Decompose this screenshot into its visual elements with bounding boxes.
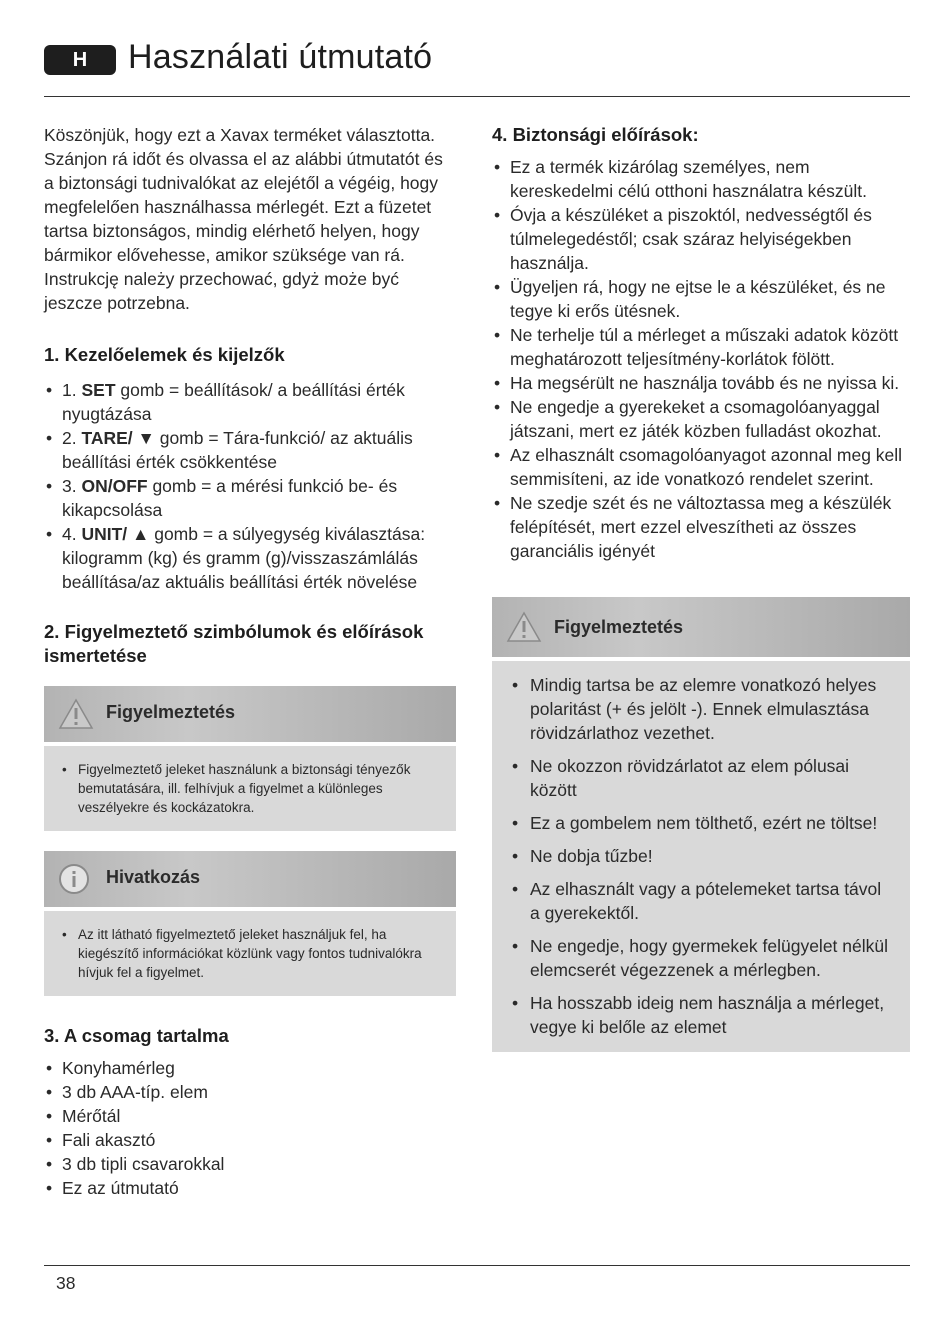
battery-warning-list [506, 673, 894, 1039]
list-item: • Ne dobja tűzbe! [506, 844, 894, 868]
battery-warning-body [492, 661, 910, 1052]
list-item: • Az itt látható figyelmeztető jeleket használjuk fel, ha kiegészítő információkat közlünk vagy fontos tudnivalókra hívjuk fel a figyelmet. [58, 925, 440, 982]
section-2-heading: 2. Figyelmeztető szimbólumok és előírások ismertetése [44, 621, 424, 666]
list-item: • Ez a termék kizárólag személyes, nem kereskedelmi célú otthoni használatra készült. [492, 155, 910, 203]
list-item: • 3. ON/OFF gomb = a mérési funkció be- és kikapcsolása [44, 474, 456, 522]
warning-title: Figyelmeztetés [106, 702, 236, 722]
list-item: • Ne engedje, hogy gyermekek felügyelet nélkül elemcserét végezzenek a mérlegben. [506, 934, 894, 982]
controls-list [44, 378, 456, 594]
right-column [492, 123, 910, 1052]
list-item: • Ne okozzon rövidzárlatot az elem pólusai között [506, 754, 894, 802]
list-item: • Ez az útmutató [44, 1176, 456, 1200]
reference-box [44, 851, 456, 996]
battery-warning-title: Figyelmeztetés [554, 617, 684, 637]
battery-warning-header [492, 597, 910, 657]
page-title: Használati útmutató [128, 38, 433, 76]
list-item: • 1. SET gomb = beállítások/ a beállítási érték nyugtázása [44, 378, 456, 426]
list-item: • Az elhasznált vagy a pótelemeket tartsa távol a gyerekektől. [506, 877, 894, 925]
section-3-heading: 3. A csomag tartalma [44, 1025, 229, 1046]
list-item: • Ez a gombelem nem tölthető, ezért ne töltse! [506, 811, 894, 835]
section-1-heading: 1. Kezelőelemek és kijelzők [44, 344, 285, 365]
list-item: • 3 db tipli csavarokkal [44, 1152, 456, 1176]
warning-box-header [44, 686, 456, 742]
list-item: • Mérőtál [44, 1104, 456, 1128]
left-column [44, 123, 456, 1200]
list-item: • Fali akasztó [44, 1128, 456, 1152]
list-item: • Ügyeljen rá, hogy ne ejtse le a készüléket, és ne tegye ki erős ütésnek. [492, 275, 910, 323]
list-item: • Ha megsérült ne használja tovább és ne nyissa ki. [492, 371, 910, 395]
reference-title: Hivatkozás [106, 867, 201, 887]
list-item: • 4. UNIT/ ▲ gomb = a súlyegység kiválasztása: kilogramm (kg) és gramm (g)/visszaszámlálás beállítása/az aktuális beállítási érték növelése [44, 522, 456, 594]
list-item: • Az elhasznált csomagolóanyagot azonnal meg kell semmisíteni, az ide vonatkozó rendelet szerint. [492, 443, 910, 491]
warning-list [58, 760, 440, 817]
warning-box [44, 686, 456, 831]
warning-triangle-icon [58, 698, 94, 730]
list-item: • Óvja a készüléket a piszoktól, nedvességtől és túlmelegedéstől; csak száraz helyiségekben használja. [492, 203, 910, 275]
warning-box-body [44, 746, 456, 831]
list-item: • Ne engedje a gyerekeket a csomagolóanyaggal játszani, mert ez játék közben fulladást okozhat. [492, 395, 910, 443]
list-item: • Ha hosszabb ideig nem használja a mérleget, vegye ki belőle az elemet [506, 991, 894, 1039]
reference-list [58, 925, 440, 982]
list-item: • Ne szedje szét és ne változtassa meg a készülék felépítését, mert ezzel elveszítheti az összes garanciális igényét [492, 491, 910, 563]
language-badge: H [44, 45, 116, 75]
list-item: • Figyelmeztető jeleket használunk a biztonsági tényezők bemutatására, ill. felhívjuk a figyelmet a különleges veszélyekre és kockázatokra. [58, 760, 440, 817]
list-item: • Ne terhelje túl a mérleget a műszaki adatok között meghatározott teljesítmény-korlátok fölött. [492, 323, 910, 371]
safety-list [492, 155, 910, 563]
warning-triangle-icon [506, 611, 542, 643]
reference-box-header [44, 851, 456, 907]
battery-warning-box [492, 597, 910, 1052]
footer-divider [44, 1265, 910, 1266]
reference-box-body [44, 911, 456, 996]
section-4-heading: 4. Biztonsági előírások: [492, 124, 699, 145]
page-number: 38 [56, 1273, 76, 1293]
list-item: • Konyhamérleg [44, 1056, 456, 1080]
page-header [44, 40, 910, 97]
intro-paragraph: Köszönjük, hogy ezt a Xavax terméket választotta. Szánjon rá időt és olvassa el az alábbi útmutatót és a biztonsági tudnivalókat az elejétől a végéig, hogy megfelelően használhassa mérlegét. Ezt a füzetet tartsa biztonságos, mindig elérhető helyen, hogy bármikor elővehesse, amikor szüksége van rá. Instrukcję należy przechować, gdyż może być jeszcze potrzebna. [44, 125, 443, 313]
list-item: • Mindig tartsa be az elemre vonatkozó helyes polaritást (+ és jelölt -). Ennek elmulasztása rövidzárlathoz vezethet. [506, 673, 894, 745]
list-item: • 3 db AAA-típ. elem [44, 1080, 456, 1104]
package-contents-list [44, 1056, 456, 1200]
list-item: • 2. TARE/ ▼ gomb = Tára-funkció/ az aktuális beállítási érték csökkentése [44, 426, 456, 474]
info-icon [58, 863, 90, 895]
